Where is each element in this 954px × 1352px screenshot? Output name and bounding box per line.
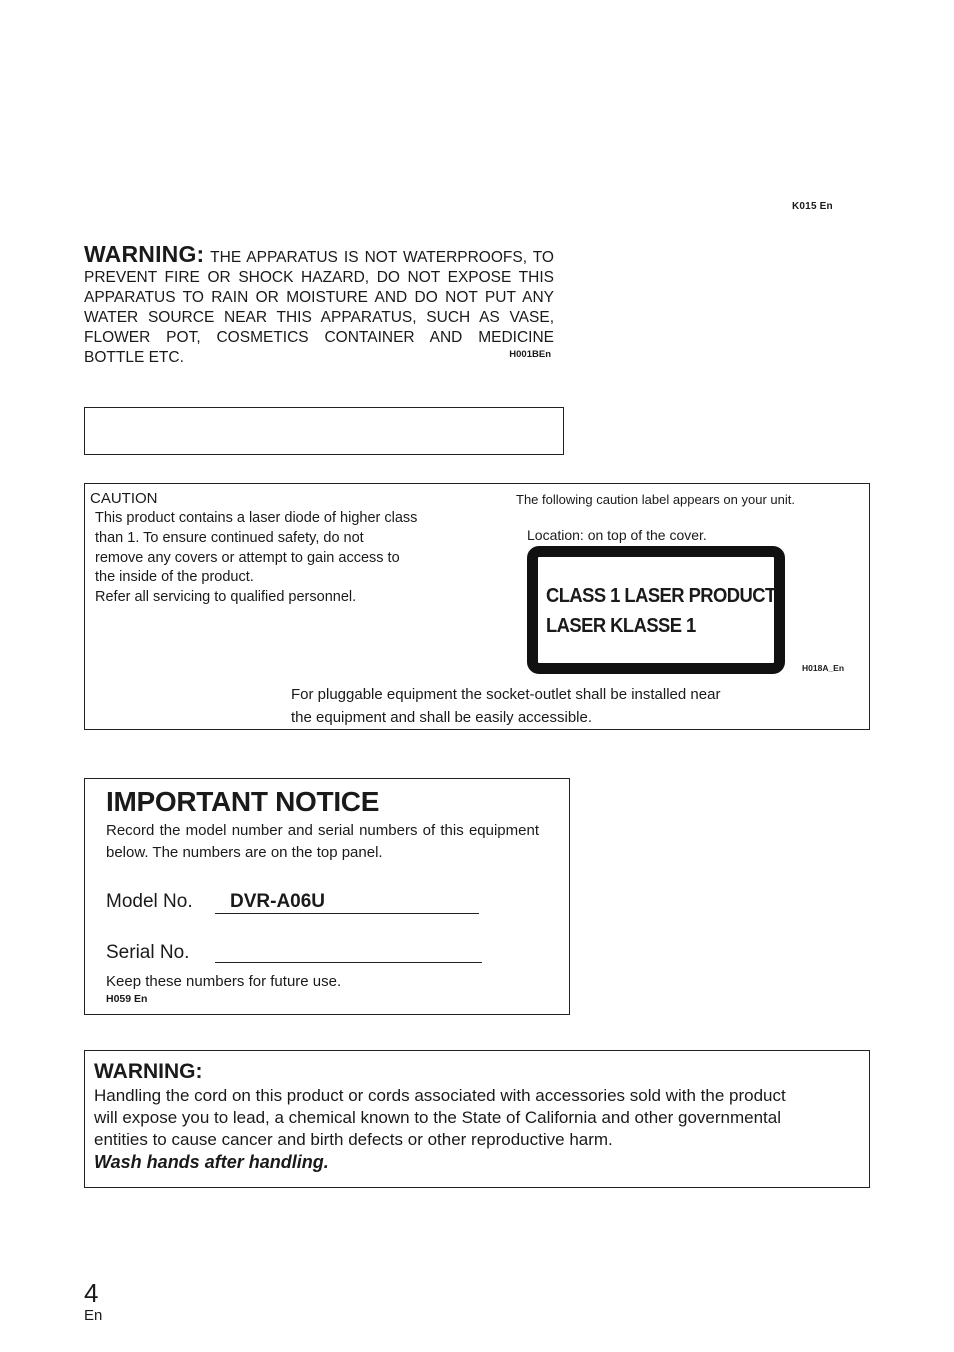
caution-title: CAUTION: [90, 490, 158, 507]
top-warning-text: THE APPARATUS IS NOT WATERPROOFS, TO PREVENT FIRE OR SHOCK HAZARD, DO NOT EXPOSE THIS APPARATUS TO RAIN OR MOISTURE AND DO NOT PUT ANY WATER SOURCE NEAR THIS APPARATUS, SUCH AS VASE, FLOWER POT, COSMETICS CONTAINER AND MEDICINE BOTTLE ETC.: [84, 249, 554, 366]
pluggable-line: the equipment and shall be easily accessible.: [291, 709, 593, 726]
top-warning-code: H001BEn: [509, 349, 551, 360]
wash-hands-text: Wash hands after handling.: [94, 1152, 329, 1172]
serial-number-line: [215, 942, 482, 963]
laser-product-label: [527, 546, 785, 674]
keep-numbers-text: Keep these numbers for future use.: [106, 973, 342, 990]
caution-line: than 1. To ensure continued safety, do not: [95, 529, 364, 546]
notice-code: H059 En: [106, 993, 148, 1005]
caution-line: This product contains a laser diode of higher class: [95, 510, 418, 526]
model-number-value: DVR-A06U: [230, 891, 326, 912]
lead-warning-line: will expose you to lead, a chemical known to the State of California and other governmental: [94, 1108, 782, 1127]
label-appears-text: The following caution label appears on your unit.: [516, 492, 795, 507]
serial-number-label: Serial No.: [106, 942, 190, 963]
model-number-label: Model No.: [106, 891, 193, 912]
label-location-text: Location: on top of the cover.: [527, 527, 707, 543]
caution-text: [95, 509, 455, 608]
caution-line: the inside of the product.: [95, 569, 254, 586]
page-number: 4: [84, 1278, 99, 1308]
top-warning: [84, 241, 554, 368]
lead-warning-body: [94, 1085, 864, 1151]
blank-box: [84, 407, 564, 455]
laser-label-line2: LASER KLASSE 1: [546, 615, 696, 637]
page-language: En: [84, 1307, 103, 1324]
header-code: K015 En: [792, 201, 833, 212]
laser-label-code: H018A_En: [802, 663, 845, 673]
laser-label-line1: CLASS 1 LASER PRODUCT: [546, 585, 776, 607]
notice-title: IMPORTANT NOTICE: [106, 786, 380, 817]
caution-line: Refer all servicing to qualified personnel.: [95, 589, 357, 606]
lead-warning-title: WARNING:: [94, 1060, 203, 1083]
pluggable-line: For pluggable equipment the socket-outlet shall be installed near: [291, 686, 721, 703]
top-warning-heading: WARNING:: [84, 241, 205, 267]
pluggable-note: [291, 683, 720, 729]
notice-body: Record the model number and serial numbers of this equipment below. The numbers are on the top panel.: [106, 822, 539, 861]
lead-warning-line: entities to cause cancer and birth defects or other reproductive harm.: [94, 1130, 613, 1149]
caution-line: remove any covers or attempt to gain access to: [95, 549, 400, 566]
lead-warning-line: Handling the cord on this product or cords associated with accessories sold with the product: [94, 1086, 786, 1105]
